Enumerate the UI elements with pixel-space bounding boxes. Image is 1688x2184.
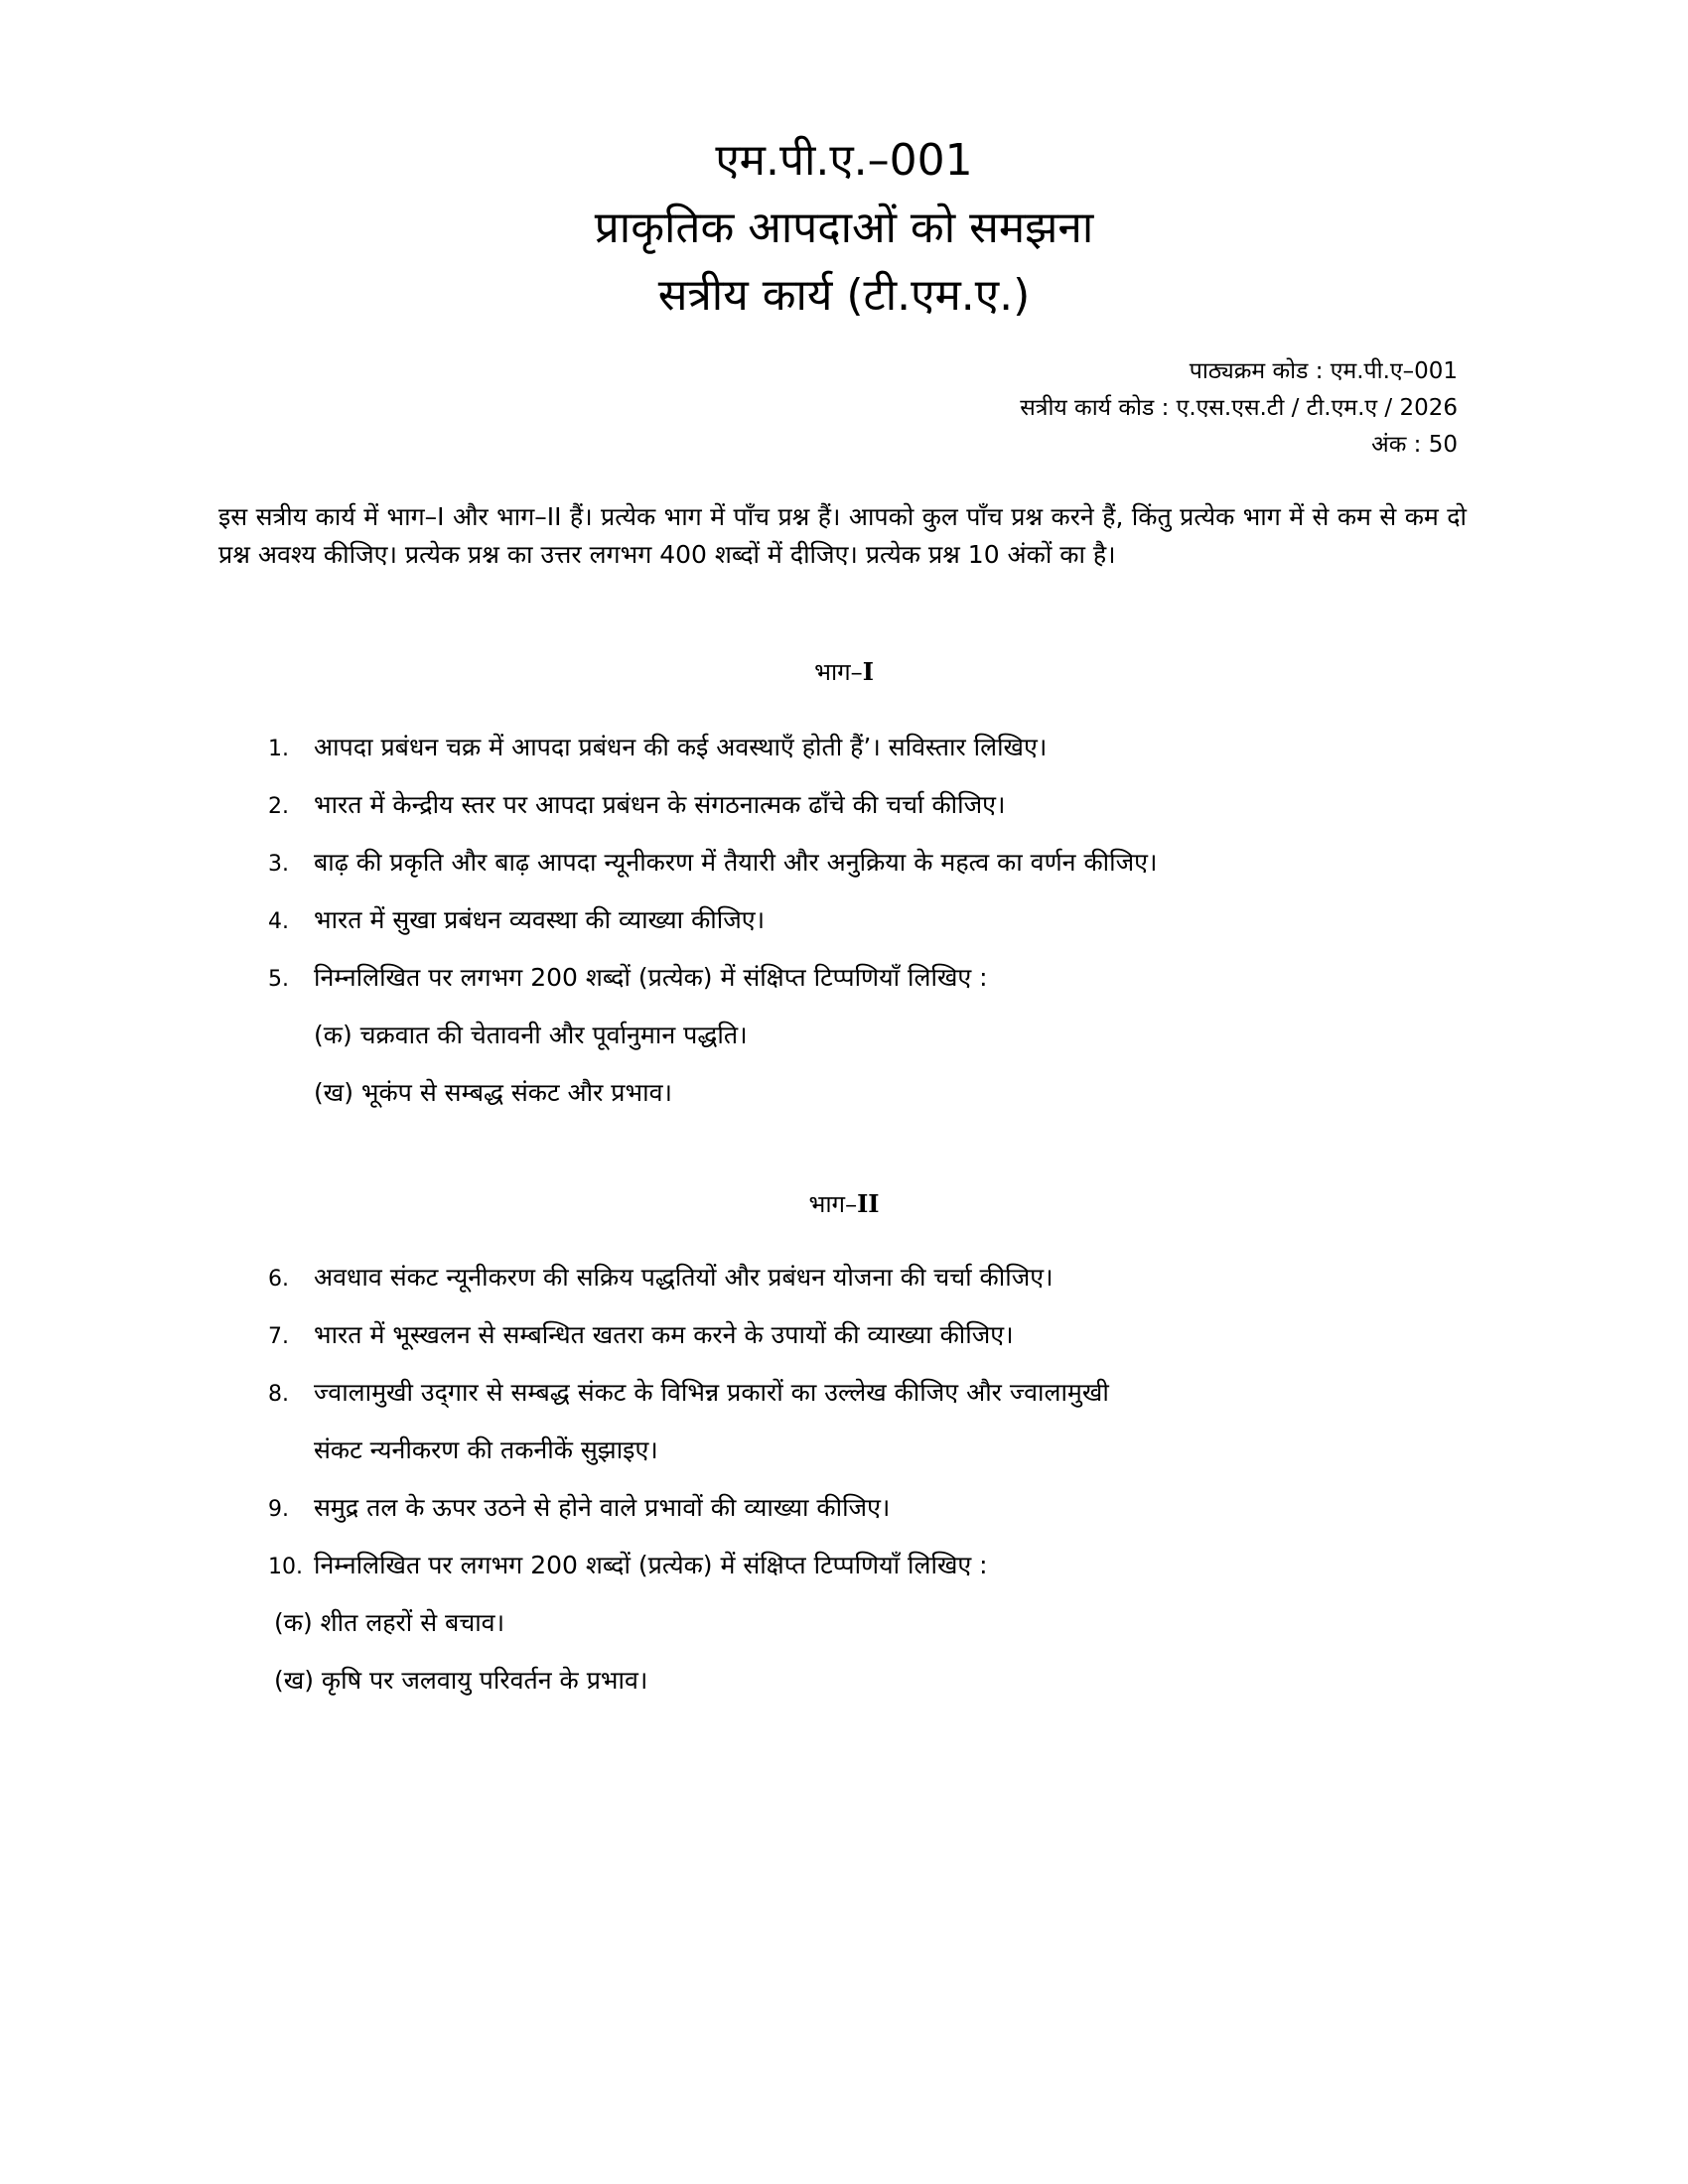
part1-heading-roman: I: [862, 657, 874, 686]
course-title: प्राकृतिक आपदाओं को समझना: [594, 203, 1094, 253]
course-code: पाठ्यक्रम कोड : एम.पी.ए–001: [1189, 358, 1458, 384]
part2-heading: [0, 1187, 1688, 1220]
instructions-paragraph: इस सत्रीय कार्य में भाग–I और भाग–II हैं। प्रत्येक भाग में पाँच प्रश्न हैं। आपको कुल पाँच प्रश्न करने हैं, किंतु प्रत्येक भाग में से कम से कम दो प्रश्न अवश्य कीजिए। प्रत्येक प्रश्न का उत्तर लगभग 400 शब्दों में दीजिए। प्रत्येक प्रश्न 10 अंकों का है।: [218, 502, 1467, 569]
question-text: अवधाव संकट न्यूनीकरण की सक्रिय पद्धतियों और प्रबंधन योजना की चर्चा कीजिए।: [314, 1263, 1054, 1292]
question-number: 6.: [268, 1267, 289, 1292]
question-text: भारत में सुखा प्रबंधन व्यवस्था की व्याख्या कीजिए।: [314, 905, 766, 934]
question-text: निम्नलिखित पर लगभग 200 शब्दों (प्रत्येक) में संक्षिप्त टिप्पणियाँ लिखिए :: [314, 963, 988, 992]
question-text: आपदा प्रबंधन चक्र में आपदा प्रबंधन की कई अवस्थाएँ होती हैं’। सविस्तार लिखिए।: [314, 733, 1048, 761]
part2-heading-roman: II: [857, 1189, 880, 1218]
question-4: [268, 901, 765, 941]
marks: अंक : 50: [1371, 432, 1458, 458]
question-6: [268, 1259, 1054, 1298]
title-block: [0, 127, 1688, 330]
question-text: भारत में भूस्खलन से सम्बन्धित खतरा कम करने के उपायों की व्याख्या कीजिए।: [314, 1320, 1014, 1349]
question-3: [268, 844, 1157, 884]
part2-heading-prefix: भाग–: [808, 1190, 858, 1218]
question-8-continuation: संकट न्यनीकरण की तकनीकें सुझाइए।: [314, 1435, 658, 1464]
question-2: [268, 786, 1005, 826]
question-text: समुद्र तल के ऊपर उठने से होने वाले प्रभावों की व्याख्या कीजिए।: [314, 1493, 891, 1522]
question-text: भारत में केन्द्रीय स्तर पर आपदा प्रबंधन के संगठनात्मक ढाँचे की चर्चा कीजिए।: [314, 790, 1006, 819]
question-10-sub-b: (ख) कृषि पर जलवायु परिवर्तन के प्रभाव।: [274, 1666, 648, 1695]
question-number: 10.: [268, 1555, 303, 1579]
meta-block: [1020, 353, 1458, 464]
question-number: 2.: [268, 794, 289, 819]
assignment-title: सत्रीय कार्य (टी.एम.ए.): [657, 270, 1031, 321]
question-number: 9.: [268, 1497, 289, 1522]
question-8: [268, 1374, 1109, 1414]
question-number: 1.: [268, 737, 289, 761]
question-1: [268, 729, 1047, 768]
question-5-sub-b: (ख) भूकंप से सम्बद्ध संकट और प्रभाव।: [314, 1078, 672, 1107]
assignment-code: सत्रीय कार्य कोड : ए.एस.एस.टी / टी.एम.ए / 2026: [1020, 395, 1458, 421]
question-text: बाढ़ की प्रकृति और बाढ़ आपदा न्यूनीकरण में तैयारी और अनुक्रिया के महत्व का वर्णन कीजिए।: [314, 848, 1158, 877]
question-9: [268, 1489, 890, 1529]
question-7: [268, 1316, 1014, 1356]
question-number: 4.: [268, 909, 289, 934]
question-number: 3.: [268, 852, 289, 877]
question-number: 7.: [268, 1324, 289, 1349]
question-number: 8.: [268, 1382, 289, 1407]
question-5-sub-a: (क) चक्रवात की चेतावनी और पूर्वानुमान पद्धति।: [314, 1021, 748, 1049]
question-number: 5.: [268, 967, 289, 992]
question-10: [268, 1547, 988, 1586]
question-10-sub-a: (क) शीत लहरों से बचाव।: [274, 1608, 505, 1637]
question-text: ज्वालामुखी उद्‍गार से सम्बद्ध संकट के विभिन्न प्रकारों का उल्लेख कीजिए और ज्वालामुखी: [314, 1378, 1109, 1407]
course-code-title: एम.पी.ए.–001: [715, 135, 973, 186]
question-5: [268, 959, 988, 999]
part1-heading: [0, 655, 1688, 688]
question-text: निम्नलिखित पर लगभग 200 शब्दों (प्रत्येक) में संक्षिप्त टिप्पणियाँ लिखिए :: [314, 1551, 988, 1579]
part1-heading-prefix: भाग–: [814, 658, 863, 686]
